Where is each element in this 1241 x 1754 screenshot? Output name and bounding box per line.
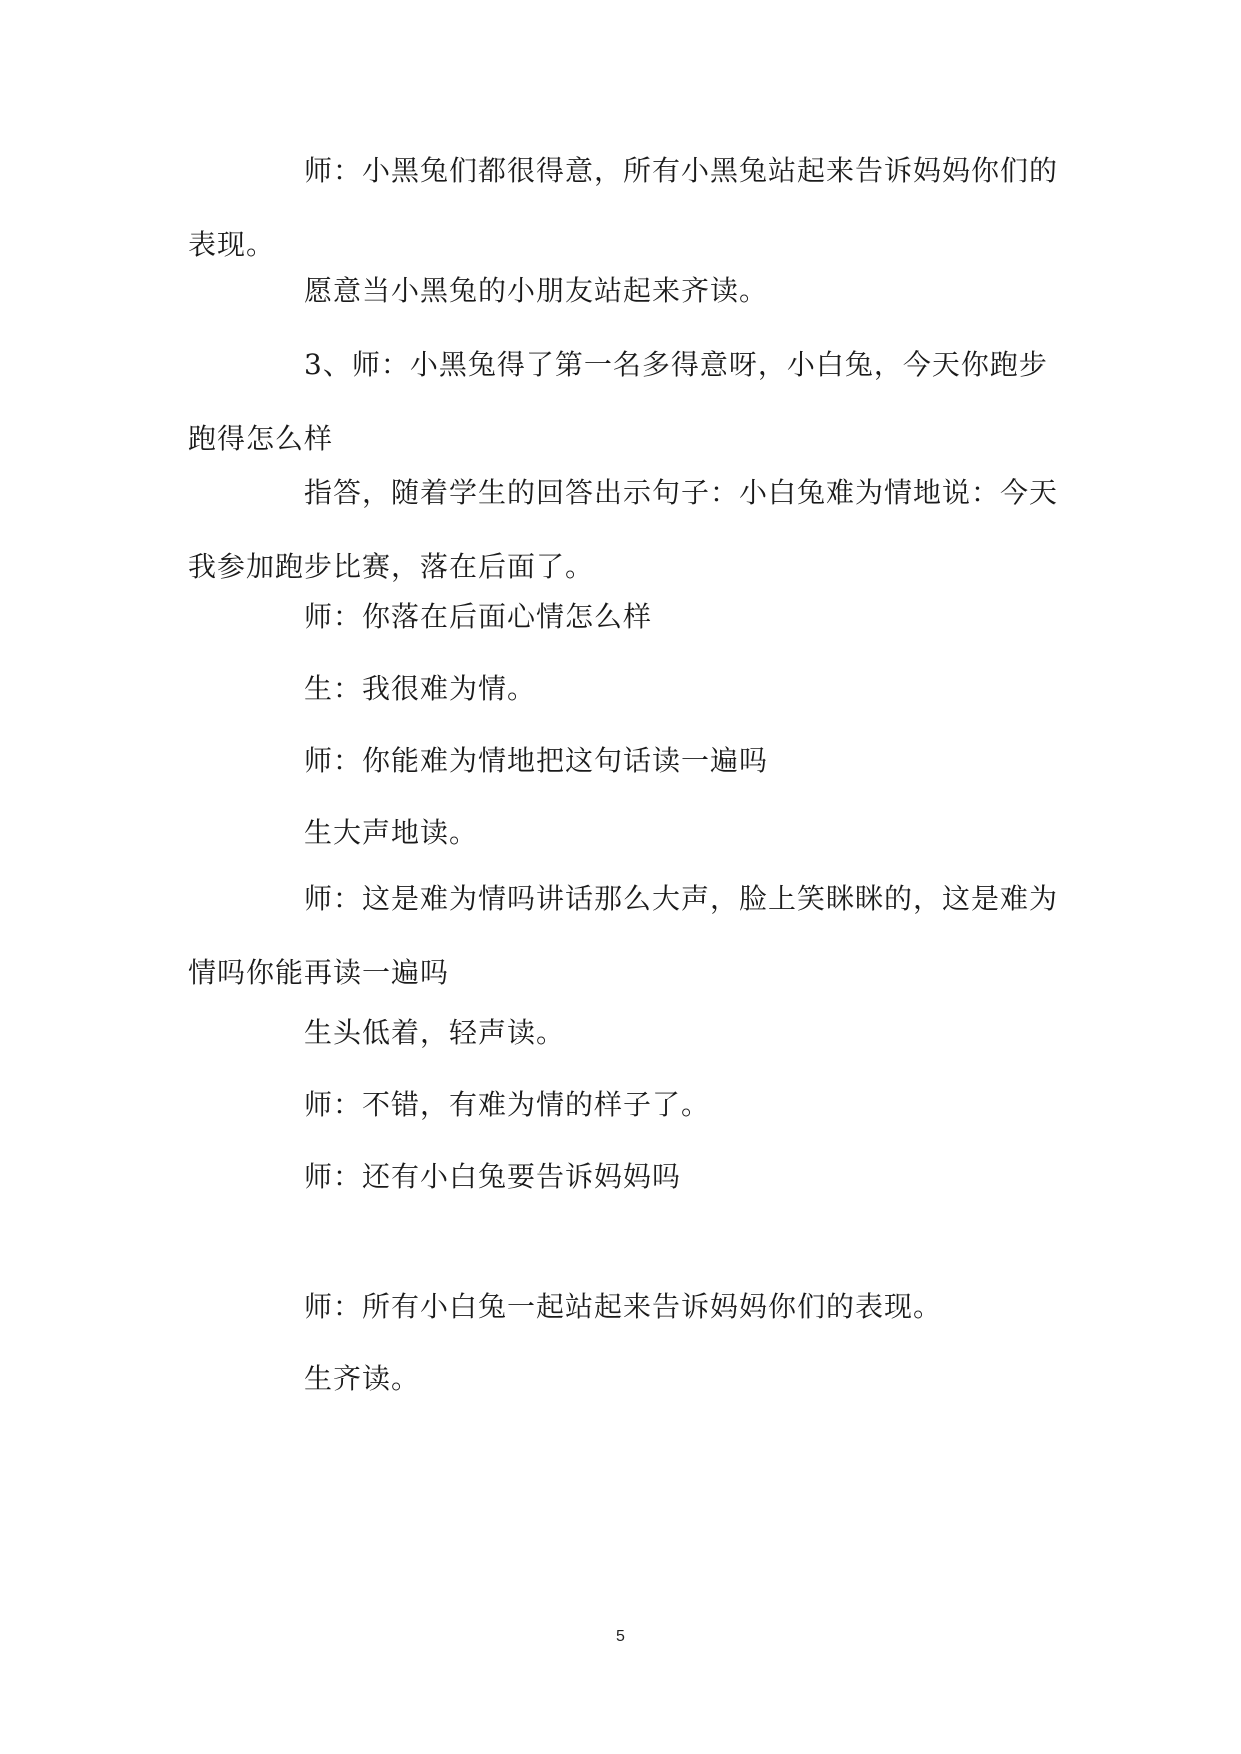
paragraph: 生头低着，轻声读。 [304, 1016, 566, 1049]
paragraph: 3、师：小黑兔得了第一名多得意呀，小白兔，今天你跑步跑得怎么样 [188, 348, 1048, 455]
paragraph: 生：我很难为情。 [304, 672, 537, 705]
paragraph: 师：这是难为情吗讲话那么大声，脸上笑眯眯的，这是难为情吗你能再读一遍吗 [188, 882, 1059, 989]
paragraph: 师：小黑兔们都很得意，所有小黑兔站起来告诉妈妈你们的表现。 [188, 154, 1059, 261]
paragraph: 生齐读。 [304, 1362, 421, 1395]
page-number: 5 [616, 1628, 625, 1645]
paragraph: 指答，随着学生的回答出示句子：小白兔难为情地说：今天我参加跑步比赛，落在后面了。 [188, 476, 1059, 583]
paragraph: 师：不错，有难为情的样子了。 [304, 1088, 711, 1121]
paragraph: 师：还有小白兔要告诉妈妈吗 [304, 1160, 682, 1193]
paragraph: 愿意当小黑兔的小朋友站起来齐读。 [304, 274, 769, 307]
paragraph: 师：你能难为情地把这句话读一遍吗 [304, 744, 769, 777]
paragraph: 生大声地读。 [304, 816, 479, 849]
paragraph: 师：所有小白兔一起站起来告诉妈妈你们的表现。 [304, 1290, 943, 1323]
paragraph: 师：你落在后面心情怎么样 [304, 600, 653, 633]
